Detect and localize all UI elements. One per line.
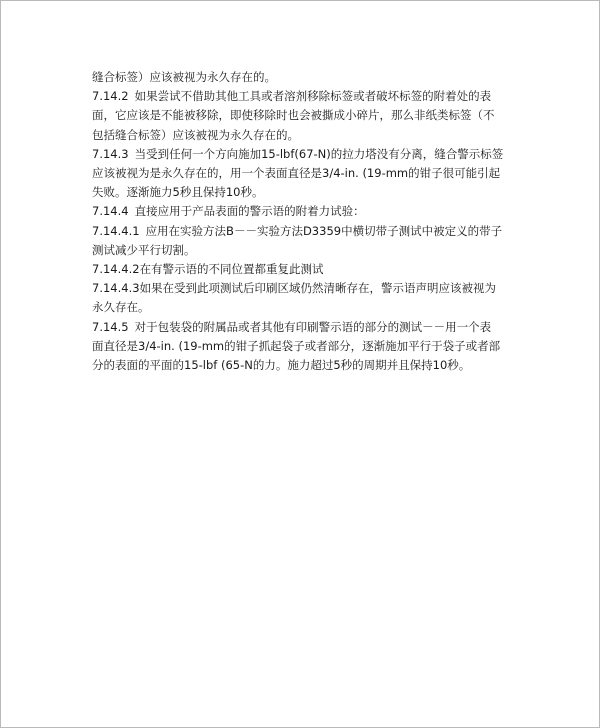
paragraph-7-14-4 [92, 202, 522, 221]
paragraph-7-14-4-1 [92, 222, 522, 260]
section-number: 7.14.4.3 [92, 281, 140, 296]
text-line: 在有警示语的不同位置都重复此测试 [139, 262, 324, 277]
paragraph-7-14-2 [92, 87, 522, 145]
section-number: 7.14.3 [92, 146, 129, 161]
section-number: 7.14.2 [92, 89, 129, 104]
paragraph-7-14-5 [92, 318, 522, 376]
text-line: 面，它应该是不能被移除，即使移除时也会被撕成小碎片，那么非纸类标签（不 [92, 108, 495, 123]
section-number: 7.14.4.1 [92, 223, 140, 238]
paragraph-7-14-3 [92, 145, 522, 203]
text-line: 如果在受到此项测试后印刷区域仍然清晰存在，警示语声明应该被视为 [139, 281, 497, 296]
text-line: 面直径是3/4-in. (19-mm的钳子抓起袋子或者部分，逐渐施加平行于袋子或者部 [92, 338, 501, 353]
section-number: 7.14.4.2 [92, 262, 140, 277]
text-line: 分的表面的平面的15-lbf (65-N的力。施力超过5秒的周期并且保持10秒。 [92, 358, 471, 373]
section-number: 7.14.5 [92, 319, 129, 334]
text-line: 当受到任何一个方向施加15-lbf(67-N)的拉力塔没有分离，缝合警示标签 [134, 146, 504, 161]
section-number: 7.14.4 [92, 204, 129, 219]
text-line: 缝合标签）应该被视为永久存在的。 [92, 70, 276, 84]
paragraph-7-14-4-3 [92, 279, 522, 317]
text-line: 直接应用于产品表面的警示语的附着力试验： [134, 204, 365, 219]
paragraph-continuation [92, 68, 522, 87]
text-line: 测试减少平行切割。 [92, 242, 196, 257]
text-line: 应该被视为是永久存在的，用一个表面直径是3/4-in. (19-mm的钳子很可能引起 [92, 166, 501, 181]
text-line: 永久存在。 [92, 300, 150, 315]
text-line: 应用在实验方法B－－实验方法D3359中横切带子测试中被定义的带子 [145, 223, 503, 238]
text-line: 包括缝合标签）应该被视为永久存在的。 [92, 127, 299, 142]
text-line: 失败。逐渐施力5秒且保持10秒。 [92, 185, 264, 200]
text-line: 对于包装袋的附属品或者其他有印刷警示语的部分的测试－－用一个表 [134, 319, 492, 334]
text-line: 如果尝试不借助其他工具或者溶剂移除标签或者破坏标签的附着处的表 [134, 89, 492, 104]
paragraph-7-14-4-2 [92, 260, 522, 279]
document-body [92, 68, 522, 375]
